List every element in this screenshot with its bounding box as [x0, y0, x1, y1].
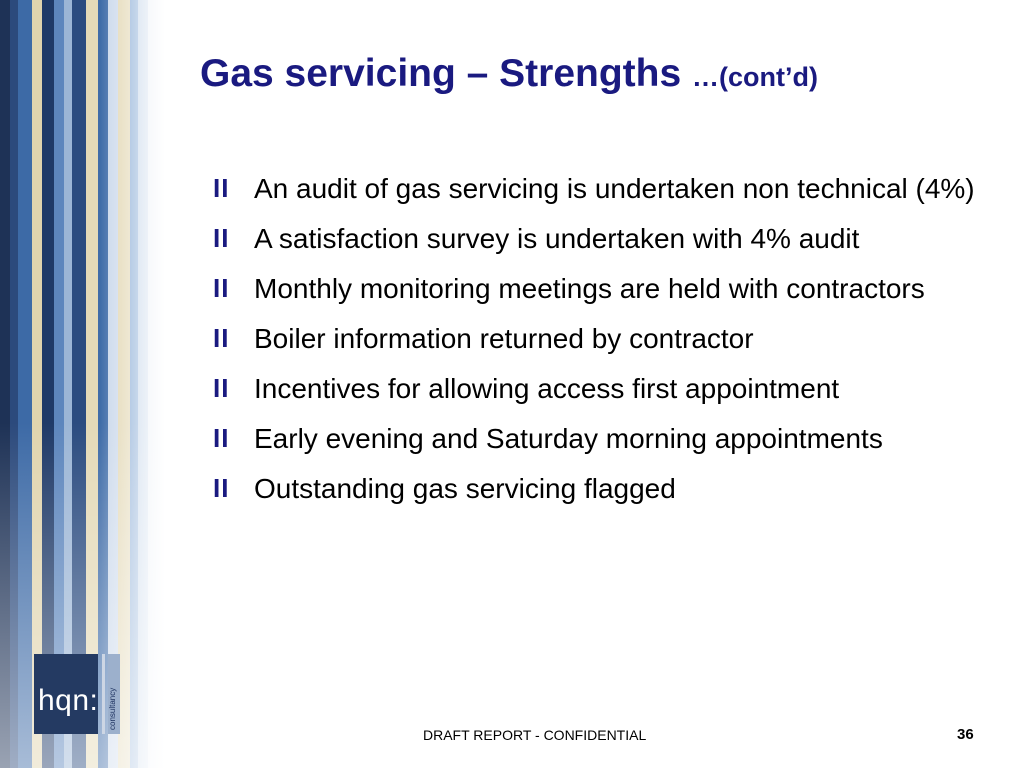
page-number: 36 — [957, 726, 974, 743]
bullet-item — [210, 418, 1000, 459]
bullet-text: Early evening and Saturday morning appointments — [254, 423, 883, 454]
logo-text: hqn: — [38, 684, 99, 717]
logo-divider — [102, 654, 105, 734]
footer-confidential-label: DRAFT REPORT - CONFIDENTIAL — [423, 727, 647, 743]
slide-title — [200, 52, 818, 96]
hqn-logo — [34, 654, 120, 734]
bullet-text: Monthly monitoring meetings are held with contractors — [254, 273, 925, 304]
bullet-text: Incentives for allowing access first appointment — [254, 373, 840, 404]
bullet-marker-icon: II — [213, 223, 230, 253]
logo-box — [34, 654, 98, 734]
bullet-marker-icon: II — [213, 173, 230, 203]
bullet-item — [210, 168, 1000, 209]
bullet-marker-icon: II — [213, 423, 230, 453]
bullet-item — [210, 218, 1000, 259]
decorative-stripe-band — [0, 0, 165, 768]
bullet-list — [210, 168, 1000, 518]
bullet-marker-icon: II — [213, 473, 230, 503]
bullet-marker-icon: II — [213, 273, 230, 303]
bullet-item — [210, 318, 1000, 359]
slide-title-main: Gas servicing – Strengths — [200, 52, 682, 95]
bullet-marker-icon: II — [213, 323, 230, 353]
bullet-text: A satisfaction survey is undertaken with 4% audit — [254, 223, 860, 254]
slide-title-suffix: …(cont’d) — [692, 62, 819, 92]
bullet-text: An audit of gas servicing is undertaken non technical (4%) — [254, 173, 975, 204]
bullet-text: Outstanding gas servicing flagged — [254, 473, 676, 504]
bullet-item — [210, 268, 1000, 309]
bullet-item — [210, 368, 1000, 409]
bullet-text: Boiler information returned by contractor — [254, 323, 754, 354]
bullet-item — [210, 468, 1000, 509]
bullet-marker-icon: II — [213, 373, 230, 403]
logo-subtext: consultancy — [108, 687, 117, 730]
